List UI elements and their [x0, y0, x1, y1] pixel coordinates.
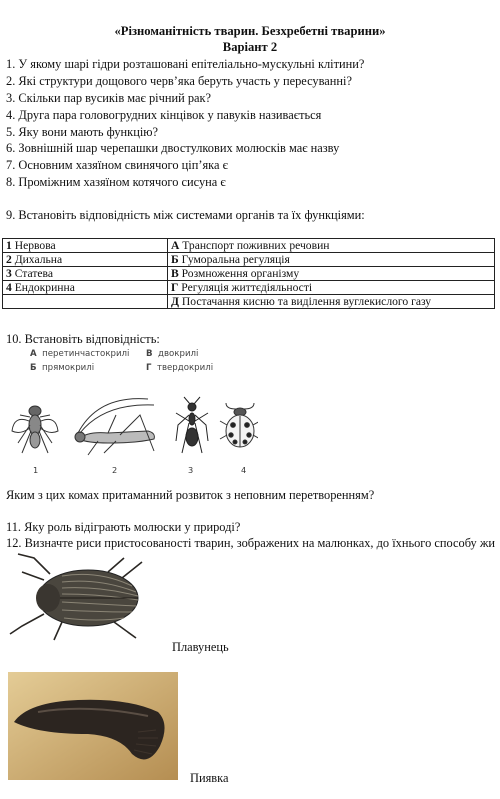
table-cell-right: Г Регуляція життєдіяльності — [168, 281, 495, 295]
ladybug-icon — [220, 403, 258, 447]
table-cell-left: 3 Статева — [3, 267, 168, 281]
order-option-c: В двокрилі — [146, 349, 199, 359]
table-cell-right: А Транспорт поживних речовин — [168, 239, 495, 253]
question-8: 8. Проміжним хазяїном котячого сисуна є — [6, 175, 226, 189]
table-cell-right: Б Гуморальна регуляція — [168, 253, 495, 267]
diving-beetle-icon — [4, 552, 169, 644]
table-cell-right: Д Постачання кисню та виділення вуглекислого газу — [168, 295, 495, 309]
leech-icon — [8, 672, 178, 780]
question-5: 5. Яку вони мають функцію? — [6, 125, 159, 139]
leech-caption: Пиявка — [190, 771, 229, 785]
question-10: 10. Встановіть відповідність: — [6, 332, 160, 346]
question-1: 1. У якому шарі гідри розташовані епітеліально-мускульні клітини? — [6, 57, 365, 71]
table-row — [3, 253, 495, 267]
order-option-d: Г твердокрилі — [146, 363, 214, 373]
variant-label: Варіант 2 — [222, 40, 278, 54]
ant-icon — [176, 397, 208, 453]
question-12: 12. Визначте риси пристосованості тварин, зображених на малюнках, до їхнього способу жи — [6, 536, 496, 550]
question-4: 4. Друга пара головогрудних кінцівок у павуків називається — [6, 108, 322, 122]
diving-beetle-caption: Плавунець — [172, 640, 229, 654]
table-row — [3, 281, 495, 295]
question-10-followup: Яким з цих комах притаманний розвиток з неповним перетворенням? — [6, 488, 375, 502]
order-option-b: Б прямокрилі — [30, 363, 95, 373]
grasshopper-icon — [75, 399, 154, 455]
question-9: 9. Встановіть відповідність між системами органів та їх функціями: — [6, 208, 365, 222]
table-row — [3, 239, 495, 253]
table-row — [3, 267, 495, 281]
fly-icon — [12, 406, 58, 453]
matching-table — [2, 238, 495, 309]
table-cell-left: 1 Нервова — [3, 239, 168, 253]
insect-number-1: 1 — [33, 465, 39, 475]
table-cell-right: В Розмноження організму — [168, 267, 495, 281]
table-cell-left: 4 Ендокринна — [3, 281, 168, 295]
question-6: 6. Зовнішній шар черепашки двостулкових молюсків має назву — [6, 141, 340, 155]
worksheet-title: «Різноманітність тварин. Безхребетні тварини» — [114, 24, 386, 38]
question-7: 7. Основним хазяїном свинячого ціп’яка є — [6, 158, 228, 172]
insect-number-3: 3 — [188, 465, 194, 475]
question-2: 2. Які структури дощового черв’яка беруть участь у пересуванні? — [6, 74, 352, 88]
insects-illustration — [8, 395, 258, 460]
order-option-a: А перетинчастокрилі — [30, 349, 130, 359]
table-cell-left: 2 Дихальна — [3, 253, 168, 267]
insect-number-4: 4 — [241, 465, 247, 475]
question-11: 11. Яку роль відіграють молюски у природі? — [6, 520, 241, 534]
table-row — [3, 295, 495, 309]
table-cell-left — [3, 295, 168, 309]
question-3: 3. Скільки пар вусиків має річний рак? — [6, 91, 212, 105]
insect-number-2: 2 — [112, 465, 118, 475]
